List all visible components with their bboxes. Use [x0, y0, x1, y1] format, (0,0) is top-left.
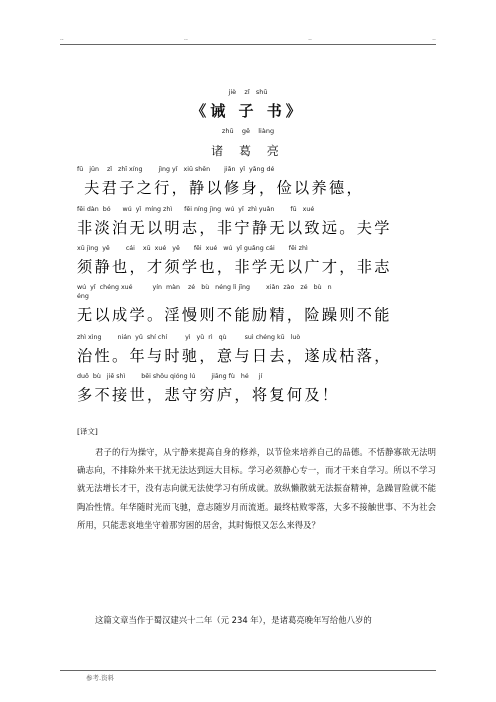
translation-label: [译文]	[77, 427, 98, 436]
poem-line: 夫君子之行，静以修身，俭以养德，	[77, 179, 364, 197]
poem-pinyin-line: zhì xìng nián yǔ shí chí yì yǔ rì qù suì chéng kū luò	[77, 334, 301, 341]
author-name: 诸 葛 亮	[211, 144, 285, 158]
background-paragraph: 这篇文章当作于蜀汉建兴十二年（元 234 年），是诸葛亮晚年写给他八岁的	[95, 615, 372, 625]
title-pinyin: jiè zǐ shū	[228, 88, 268, 96]
pinyin-wrap: éng	[77, 293, 89, 300]
poem-line: 治性。年与时驰，意与日去，遂成枯落，	[77, 347, 392, 365]
footer-rule	[60, 670, 436, 671]
header-mark: ..	[432, 35, 436, 42]
poem-pinyin-line: fū jūn zǐ zhī xíng jìng yǐ xiū shēn jiǎn yǐ yǎng dé	[77, 166, 275, 173]
footer-text: 参考.资料	[86, 674, 115, 682]
header-marks	[60, 35, 436, 42]
poem-pinyin-line: xū jìng yě cái xū xué yě fēi xué wú yǐ guǎng cái fēi zhì	[77, 245, 308, 252]
translation-paragraph: 君子的行为操守，从宁静来提高自身的修养，以节俭来培养自己的品德。不恬静寡欲无法明确志向，不排除外来干扰无法达到远大目标。学习必须静心专一，而才干来自学习。所以不学习就无法增长才干，没有志向就无法使学习有所成就。放纵懒散就无法振奋精神，急躁冒险就不能陶冶性情。年华随时光而飞驰，意志随岁月而流逝。最终枯败零落，大多不接触世事、不为社会所用，只能悲哀地坐守着那穷困的居舍，其时悔恨又怎么来得及？	[77, 447, 436, 530]
poem-line: 多不接世，悲守穷庐，将复何及！	[77, 386, 340, 404]
header-mark: ..	[60, 35, 64, 42]
author-pinyin: zhū gě liàng	[221, 127, 275, 135]
page-title: 《诫 子 书》	[191, 102, 305, 120]
header-mark: ..	[184, 35, 188, 42]
poem-pinyin-line: wú yǐ chéng xué yín màn zé bù néng lì jīng xiǎn zào zé bù n	[77, 284, 332, 291]
poem-line: 无以成学。淫慢则不能励精，险躁则不能	[77, 306, 392, 324]
poem-line: 非淡泊无以明志，非宁静无以致远。夫学	[77, 219, 392, 237]
header-rule	[60, 44, 436, 45]
poem-line: 须静也，才须学也，非学无以广才，非志	[77, 258, 392, 276]
poem-pinyin-line: fēi dàn bó wú yǐ míng zhì fēi níng jìng wú yǐ zhì yuǎn fū xué	[77, 206, 315, 213]
header-mark: ..	[308, 35, 312, 42]
poem-pinyin-line: duō bù jiē shì bēi shǒu qióng lú jiāng fù hé jí	[77, 373, 263, 380]
